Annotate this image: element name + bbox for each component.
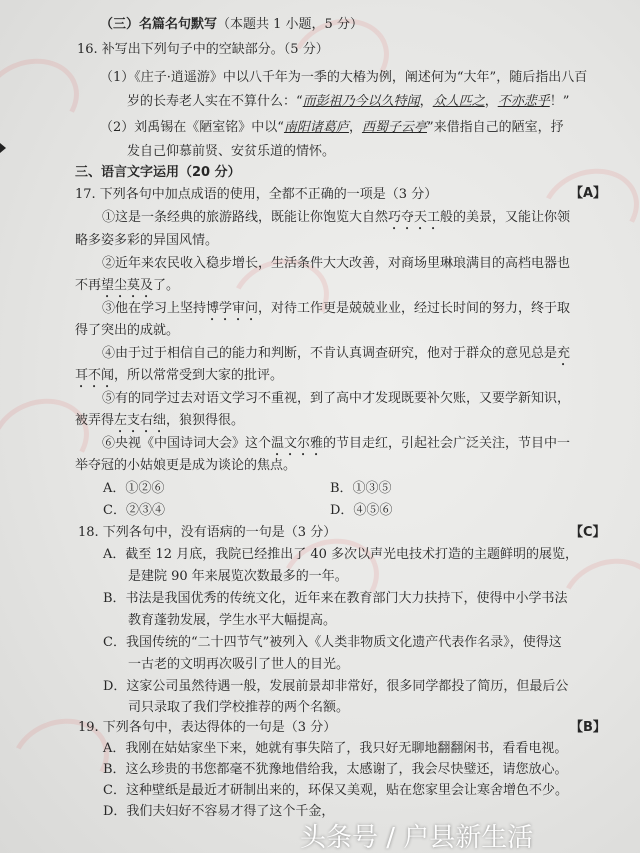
text-segment: （2）刘禹锡在《陋室铭》中以“ <box>100 120 284 135</box>
text-segment: ，所以常常受到大家的批评。 <box>114 368 284 383</box>
text-segment: 被弄得 <box>75 413 115 428</box>
text-segment: 是建院 90 年来展览次数最多的一年。 <box>128 569 348 584</box>
text-segment: ， <box>348 120 362 135</box>
red-watermark-logo <box>0 385 101 494</box>
text-segment: 举夺冠的小姑娘更是成为谈论的焦点。 <box>75 458 297 473</box>
q19-option-d <box>103 803 334 821</box>
q19-option-b <box>103 761 568 779</box>
text-segment: （本题共 1 小题，5 分） <box>217 17 363 32</box>
text-segment: A．①②⑥ <box>103 481 165 496</box>
dotted-idiom: 左支右绌 <box>114 413 167 428</box>
q18-option-c <box>103 634 562 652</box>
text-segment: 18. 下列各句中，没有语病的一句是（3 分） <box>78 525 337 540</box>
text-segment: ， <box>484 94 498 109</box>
section-heading <box>100 16 363 34</box>
q16-part1-line <box>100 69 587 87</box>
q17-option-a <box>103 480 164 498</box>
q18-option-c <box>128 656 349 674</box>
q18-option-d <box>128 699 349 717</box>
q17-item-3 <box>75 322 179 340</box>
text-segment: 一古老的文明再次吸引了世人的目光。 <box>128 657 350 672</box>
text-segment: （1）《庄子·逍遥游》中以八千年为一季的大椿为例，阐述何为“大年”，随后指出八百 <box>100 70 588 85</box>
text-segment: C．这种壁纸是最近才研制出来的，环保又美观，贴在您家里会让寒舍增色不少。 <box>103 783 568 798</box>
text-segment: D．④⑤⑥ <box>330 503 393 518</box>
answer-key-q17: 【A】 <box>570 186 607 201</box>
text-segment: 教育蓬勃发展，学生水平大幅提高。 <box>128 613 337 628</box>
answer-key-q19: 【B】 <box>570 720 606 735</box>
q16-part2-line <box>127 143 335 161</box>
text-segment: D．我们夫妇好不容易才得了这个千金， <box>103 804 335 819</box>
question-18 <box>78 524 336 542</box>
text-segment: ”来借指自己的陋室，抒 <box>426 120 564 135</box>
q17-item-6 <box>75 457 296 475</box>
handwritten-answer: 而彭祖乃今以久特闻 <box>302 94 420 109</box>
q16-part2-line <box>100 119 564 137</box>
dotted-idiom: 博学审问 <box>206 301 259 316</box>
q17-option-c <box>103 502 165 520</box>
section-3-heading <box>75 164 241 182</box>
q17-item-4 <box>102 345 570 363</box>
text-segment: 略多姿多彩的异国风情。 <box>75 233 219 248</box>
handwritten-answer: 不亦悲乎 <box>497 94 550 109</box>
text-segment: ④由于过于相信自己的能力和判断，不肯认真调查研究，他对于群众的意见总是 <box>102 346 558 361</box>
q18-option-d <box>103 678 568 696</box>
q17-item-3 <box>102 300 570 318</box>
q17-option-d <box>330 502 392 520</box>
dotted-idiom: 望尘莫及 <box>101 278 154 293</box>
text-segment: ⑤有的同学过去对语文学习不重视，到了高中才发现既要补欠账，又要学新知识， <box>102 391 571 406</box>
handwritten-answer: 南阳诸葛庐 <box>283 120 349 135</box>
text-segment: 般的美景，又能让你领 <box>440 210 571 225</box>
source-watermark: 头条号 / 户县新生活 <box>300 823 534 853</box>
text-segment: B．这么珍贵的书您都毫不犹豫地借给我，太感谢了，我会尽快璧还，请您放心。 <box>103 762 568 777</box>
text-segment: ①这是一条经典的旅游路线，既能让你饱览大自然 <box>102 210 389 225</box>
text-segment: C．②③④ <box>103 503 165 518</box>
answer-key-q18: 【C】 <box>570 525 606 540</box>
text-segment: A．截至 12 月底，我院已经推出了 40 多次以声光电技术打造的主题鲜明的展览， <box>103 547 579 562</box>
text-segment: ，对待工作更是兢兢业业，经过长时间的努力，终于取 <box>258 301 571 316</box>
question-16 <box>77 41 329 59</box>
page-edge-arrow-icon <box>0 143 6 153</box>
dotted-idiom: 温文尔雅 <box>271 436 324 451</box>
q17-item-2 <box>102 255 570 273</box>
q18-option-a <box>103 546 578 564</box>
red-watermark-logo <box>0 45 91 154</box>
q19-option-a <box>103 740 567 758</box>
q17-option-b <box>330 480 392 498</box>
text-segment: D．这家公司虽然待遇一般，发展前景却非常好，很多同学都投了简历，但最后公 <box>103 679 569 694</box>
text-segment: A．我刚在姑姑家坐下来，她就有事失陪了，我只好无聊地翻翻闲书，看看电视。 <box>103 741 568 756</box>
q17-item-4 <box>75 367 283 385</box>
dotted-idiom: 巧夺天工 <box>388 210 441 225</box>
text-segment: 三、语言文字运用（20 分） <box>75 165 241 180</box>
text-segment: 得了突出的成就。 <box>75 323 180 338</box>
dotted-idiom: 充 <box>557 346 571 361</box>
text-segment: ！” <box>549 94 570 109</box>
text-segment: ③他在学习上坚持 <box>102 301 207 316</box>
text-segment: 19. 下列各句中，表达得体的一句是（3 分） <box>78 720 337 735</box>
q17-item-5 <box>102 390 570 408</box>
handwritten-answer: 西蜀子云亭 <box>361 120 427 135</box>
q18-option-b <box>128 612 336 630</box>
q17-item-1 <box>102 209 570 227</box>
text-segment: 的节目走红，引起社会广泛关注，节目中一 <box>323 436 571 451</box>
q17-item-2 <box>75 277 179 295</box>
question-17 <box>75 186 437 204</box>
text-segment: 发自己仰慕前贤、安贫乐道的情怀。 <box>127 144 336 159</box>
question-19 <box>78 719 336 737</box>
text-segment: ②近年来农民收入稳步增长，生活条件大大改善，对商场里琳琅满目的高档电器也 <box>102 256 571 271</box>
text-segment: 岁的长寿老人实在不算什么：“ <box>127 94 303 109</box>
text-segment: 17. 下列各句中加点成语的使用，全都不正确的一项是（3 分） <box>75 187 438 202</box>
handwritten-answer: 众人匹之 <box>432 94 485 109</box>
q18-option-a <box>128 568 348 586</box>
text-segment: 司只录取了我们学校推荐的两个名额。 <box>128 700 350 715</box>
q17-item-1 <box>75 232 218 250</box>
q16-part1-answer-line <box>127 93 569 111</box>
text-segment: B．①③⑤ <box>330 481 392 496</box>
q18-option-b <box>103 590 568 608</box>
dotted-idiom: 耳不闻 <box>75 368 115 383</box>
text-segment: 不再 <box>75 278 102 293</box>
q17-item-6 <box>102 435 570 453</box>
q17-item-5 <box>75 412 244 430</box>
text-segment: （三）名篇名句默写 <box>100 17 218 32</box>
text-segment: C．我国传统的“二十四节气”被列入《人类非物质文化遗产代表作名录》，使得这 <box>103 635 562 650</box>
text-segment: ， <box>419 94 433 109</box>
text-segment: ⑥央视《中国诗词大会》这个 <box>102 436 272 451</box>
q19-option-c <box>103 782 568 800</box>
text-segment: 16. 补写出下列句子中的空缺部分。（5 分） <box>77 42 329 57</box>
text-segment: 了。 <box>153 278 180 293</box>
text-segment: ，狼狈得很。 <box>166 413 245 428</box>
text-segment: B．书法是我国优秀的传统文化，近年来在教育部门大力扶持下，使得中小学书法 <box>103 591 568 606</box>
